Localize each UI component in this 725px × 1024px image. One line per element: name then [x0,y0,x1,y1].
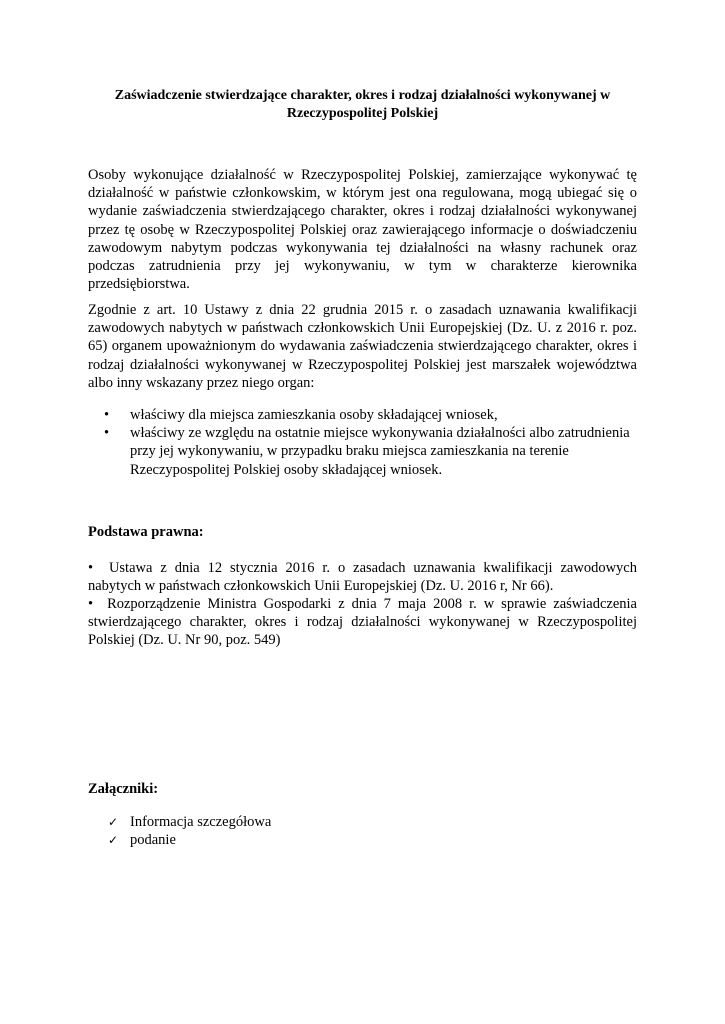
authority-list [104,406,634,479]
document-title [90,87,635,123]
bullet-icon: • [88,560,94,576]
attachments-list [108,813,271,849]
legal-basis-heading: Podstawa prawna: [88,524,204,540]
attachments-heading: Załączniki: [88,781,159,797]
bullet-icon: • [104,425,110,442]
list-item-text: właściwy dla miejsca zamieszkania osoby składającej wniosek, [130,407,498,423]
intro-paragraph: Osoby wykonujące działalność w Rzeczypospolitej Polskiej, zamierzające wykonywać tę działalność w państwie członkowskim, w którym jest ona regulowana, mogą ubiegać się o wydanie zaświadczenia stwierdzającego charakter, okres i rodzaj działalności wykonywanej przez tę osobę w Rzeczypospolitej Polskiej oraz zawierającego informacje o doświadczeniu zawodowym nabytym podczas wykonywania tej działalności na własny rachunek oraz podczas zatrudnienia przy jej wykonywaniu, w tym w charakterze kierownika przedsiębiorstwa. [88,167,637,293]
attachment-text: Informacja szczegółowa [130,814,272,830]
list-item [104,406,634,424]
attachment-text: podanie [130,832,176,849]
list-item [108,813,271,831]
list-item [104,424,634,479]
checkmark-icon: ✓ [108,815,119,829]
legal-basis-text: Rozporządzenie Ministra Gospodarki z dnia 7 maja 2008 r. w sprawie zaświadczenia stwierdzającego charakter, okres i rodzaj działalności wykonywanej w Rzeczypospolitej Polskiej (Dz. U. Nr 90, poz. 549) [88,596,637,649]
legal-basis-item [88,595,637,650]
bullet-icon: • [104,407,110,423]
checkmark-icon: ✓ [108,833,119,848]
title-line-2: Rzeczypospolitej Polskiej [286,106,439,121]
authority-paragraph: Zgodnie z art. 10 Ustawy z dnia 22 grudnia 2015 r. o zasadach uznawania kwalifikacji zawodowych nabytych w państwach członkowskich Unii Europejskiej (Dz. U. z 2016 r. poz. 65) organem upoważnionym do wydawania zaświadczenia stwierdzającego charakter, okres i rodzaj działalności wykonywanej w Rzeczypospolitej Polskiej jest marszałek województwa albo inny wskazany przez niego organ: [88,302,637,391]
list-item-text: właściwy ze względu na ostatnie miejsce wykonywania działalności albo zatrudnienia przy jej wykonywaniu, w przypadku braku miejsca zamieszkania na terenie Rzeczypospolitej Polskiej osoby składającej wniosek. [130,425,630,478]
list-item [108,831,271,849]
bullet-icon: • [88,596,94,612]
legal-basis-item [88,559,637,595]
legal-basis-text: Ustawa z dnia 12 stycznia 2016 r. o zasadach uznawania kwalifikacji zawodowych nabytych w państwach członkowskich Unii Europejskiej (Dz. U. 2016 r, Nr 66). [88,560,637,595]
title-line-1: Zaświadczenie stwierdzające charakter, okres i rodzaj działalności wykonywanej w [114,88,611,103]
